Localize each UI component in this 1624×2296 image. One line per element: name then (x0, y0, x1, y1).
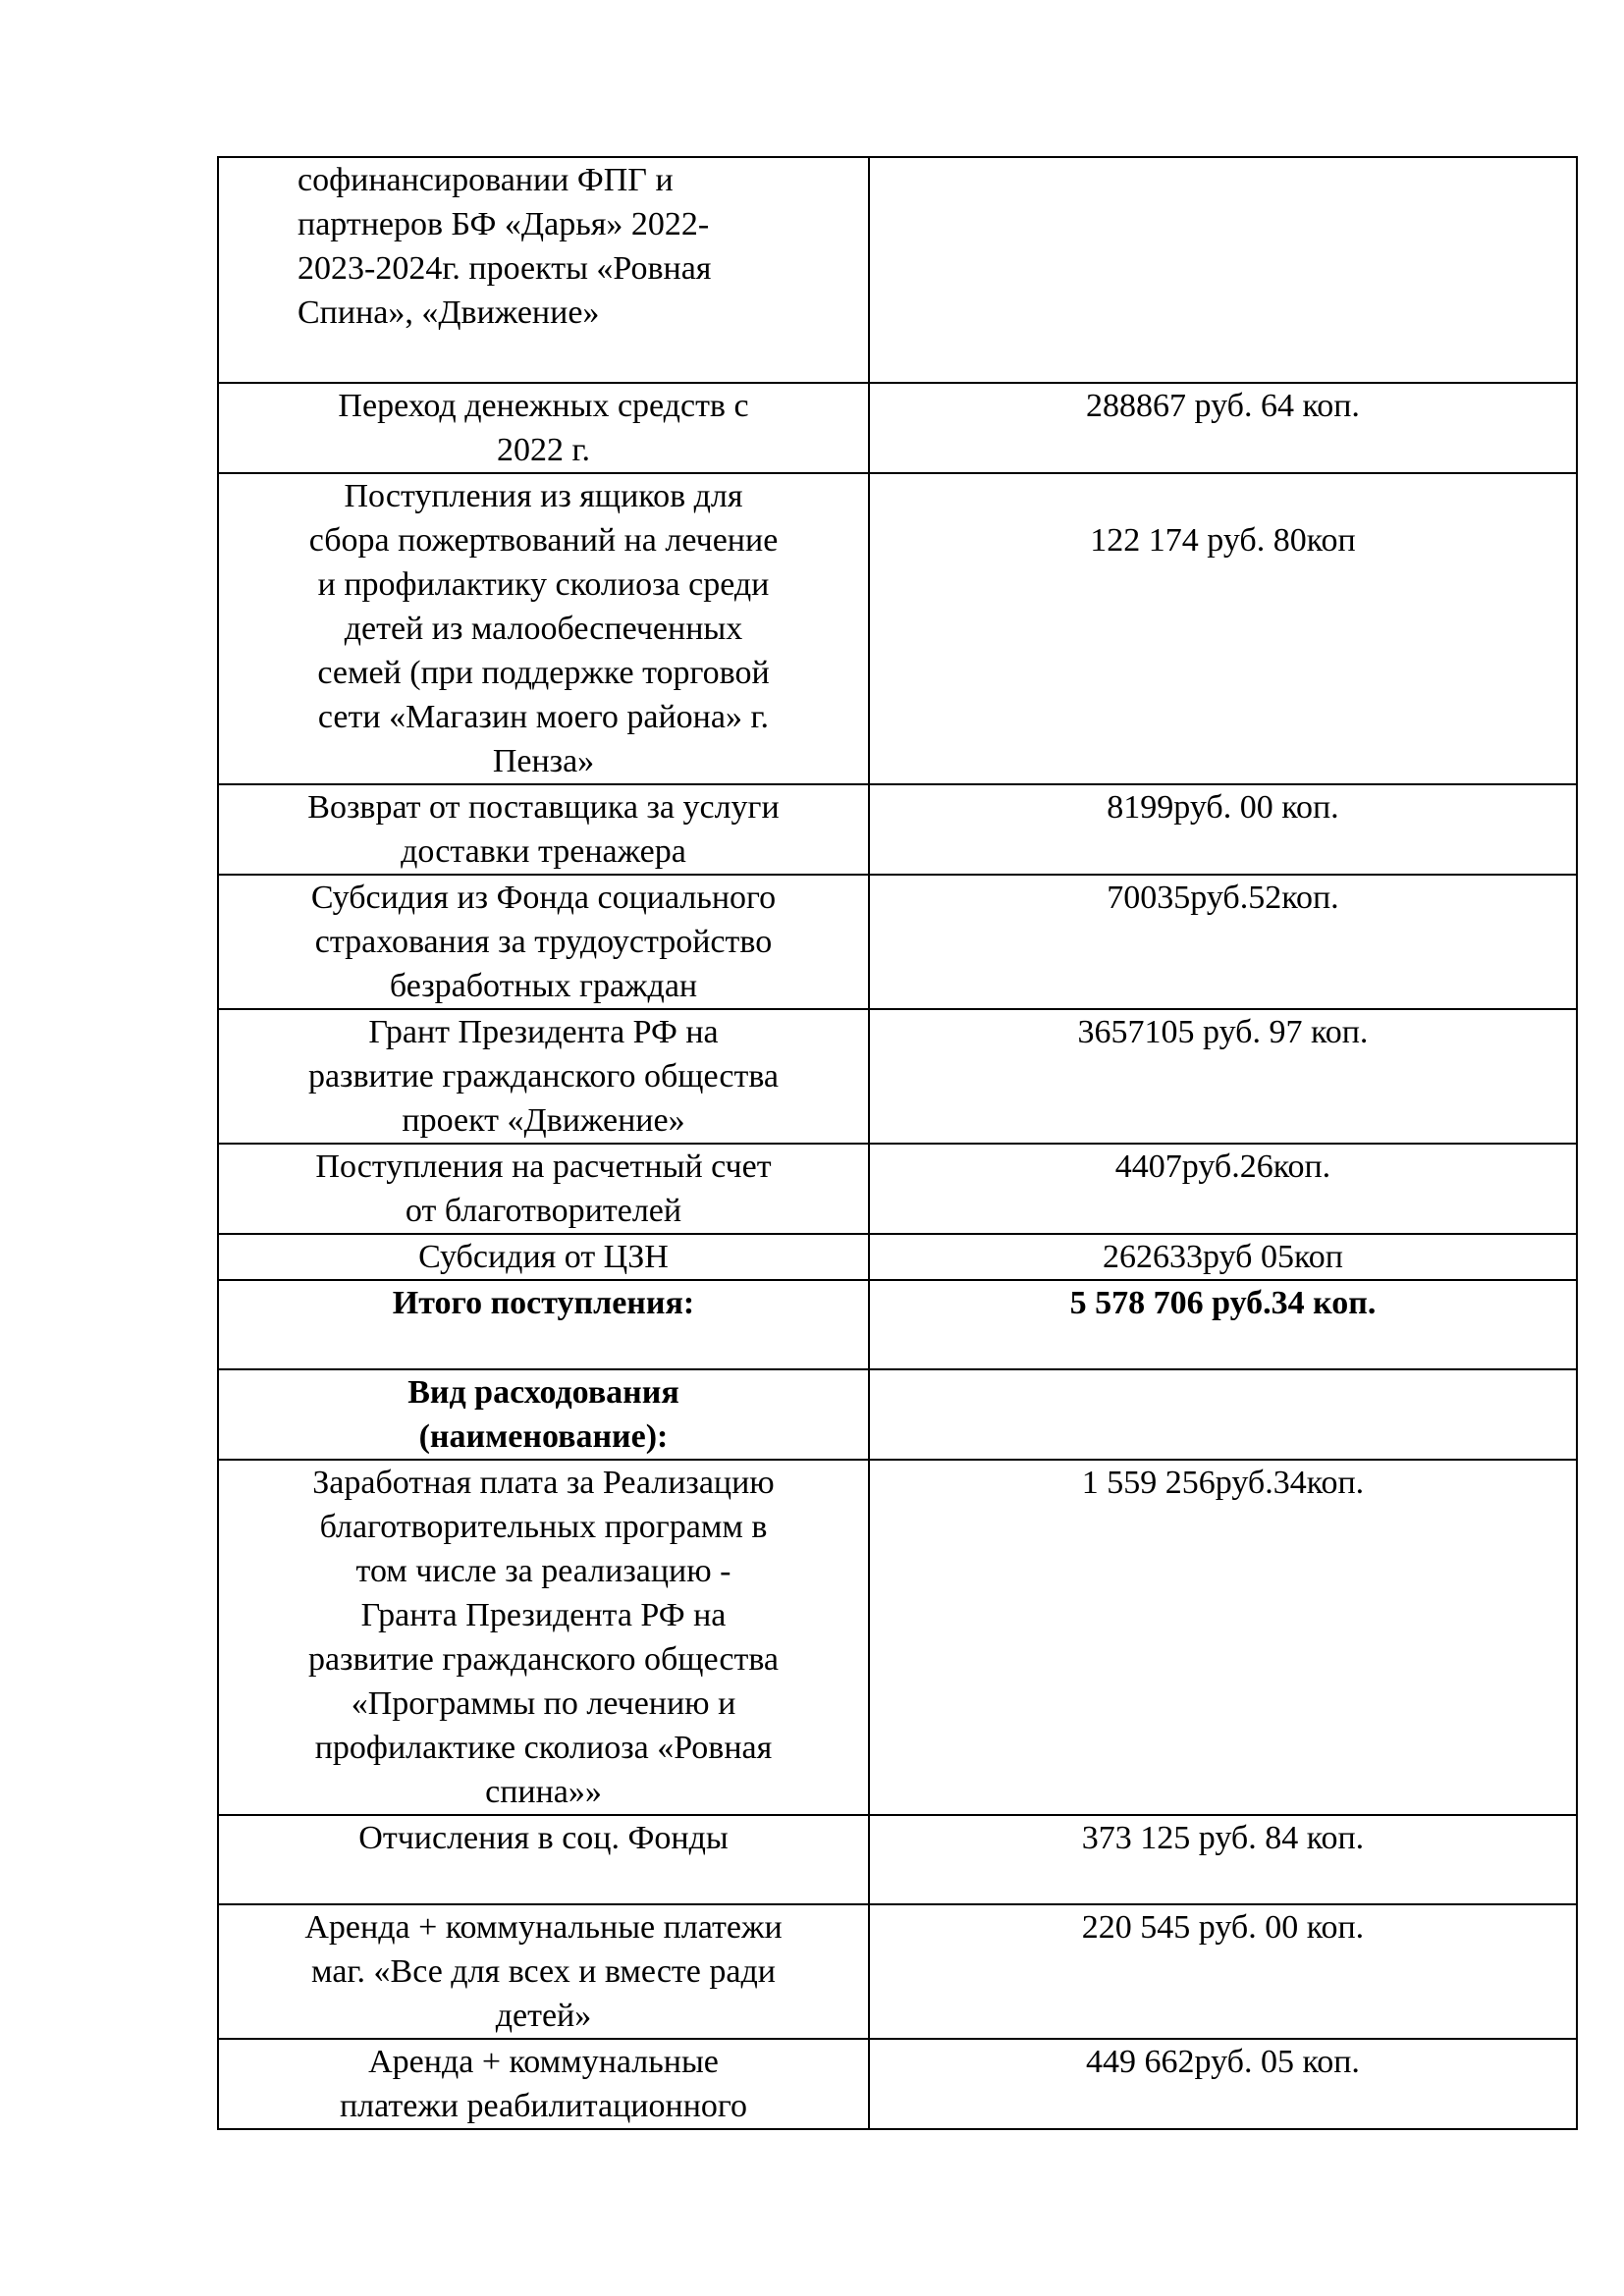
row-amount-cell: 8199руб. 00 коп. (869, 784, 1577, 875)
table-row (218, 1234, 1577, 1280)
row-name-cell: Субсидия из Фонда социального страхования за трудоустройство безработных граждан (218, 875, 869, 1009)
row-name-cell: Переход денежных средств с 2022 г. (218, 383, 869, 473)
row-amount-cell (869, 157, 1577, 383)
row-name-cell: Заработная плата за Реализацию благотворительных программ в том числе за реализацию - Гранта Президента РФ на развитие гражданского общества «Программы по лечению и профилактике сколиоза «Ровная спина»» (218, 1460, 869, 1815)
total-amount: 5 578 706 руб.34 коп. (869, 1280, 1577, 1369)
row-amount-cell: 373 125 руб. 84 коп. (869, 1815, 1577, 1904)
row-name-cell: Возврат от поставщика за услуги доставки тренажера (218, 784, 869, 875)
table-row (218, 1009, 1577, 1144)
row-amount-cell: 3657105 руб. 97 коп. (869, 1009, 1577, 1144)
table-row (218, 784, 1577, 875)
table-row (218, 473, 1577, 784)
row-name-cell: софинансировании ФПГ и партнеров БФ «Дарья» 2022- 2023-2024г. проекты «Ровная Спина», «Движение» (218, 157, 869, 383)
finance-table (217, 156, 1578, 2130)
row-name-cell: Грант Президента РФ на развитие гражданского общества проект «Движение» (218, 1009, 869, 1144)
expense-header-row (218, 1369, 1577, 1460)
row-amount-cell: 262633руб 05коп (869, 1234, 1577, 1280)
table-row (218, 1144, 1577, 1234)
total-row (218, 1280, 1577, 1369)
row-name-cell: Отчисления в соц. Фонды (218, 1815, 869, 1904)
table-row (218, 383, 1577, 473)
table-row (218, 1460, 1577, 1815)
row-name-cell: Субсидия от ЦЗН (218, 1234, 869, 1280)
row-name-cell: Аренда + коммунальные платежи реабилитационного (218, 2039, 869, 2129)
expense-header-amount (869, 1369, 1577, 1460)
row-amount-cell: 122 174 руб. 80коп (869, 473, 1577, 784)
row-amount-cell: 288867 руб. 64 коп. (869, 383, 1577, 473)
table-row (218, 1815, 1577, 1904)
row-name-cell: Поступления на расчетный счет от благотворителей (218, 1144, 869, 1234)
row-amount-cell: 220 545 руб. 00 коп. (869, 1904, 1577, 2039)
row-amount-cell: 70035руб.52коп. (869, 875, 1577, 1009)
table-row (218, 157, 1577, 383)
row-amount-cell: 1 559 256руб.34коп. (869, 1460, 1577, 1815)
row-name-cell: Аренда + коммунальные платежи маг. «Все для всех и вместе ради детей» (218, 1904, 869, 2039)
total-label: Итого поступления: (218, 1280, 869, 1369)
table-row (218, 875, 1577, 1009)
table-row (218, 1904, 1577, 2039)
row-name-cell: Поступления из ящиков для сбора пожертвований на лечение и профилактику сколиоза среди детей из малообеспеченных семей (при поддержке торговой сети «Магазин моего района» г. Пенза» (218, 473, 869, 784)
table-row (218, 2039, 1577, 2129)
row-amount-cell: 4407руб.26коп. (869, 1144, 1577, 1234)
expense-header-label: Вид расходования (наименование): (218, 1369, 869, 1460)
row-amount-cell: 449 662руб. 05 коп. (869, 2039, 1577, 2129)
